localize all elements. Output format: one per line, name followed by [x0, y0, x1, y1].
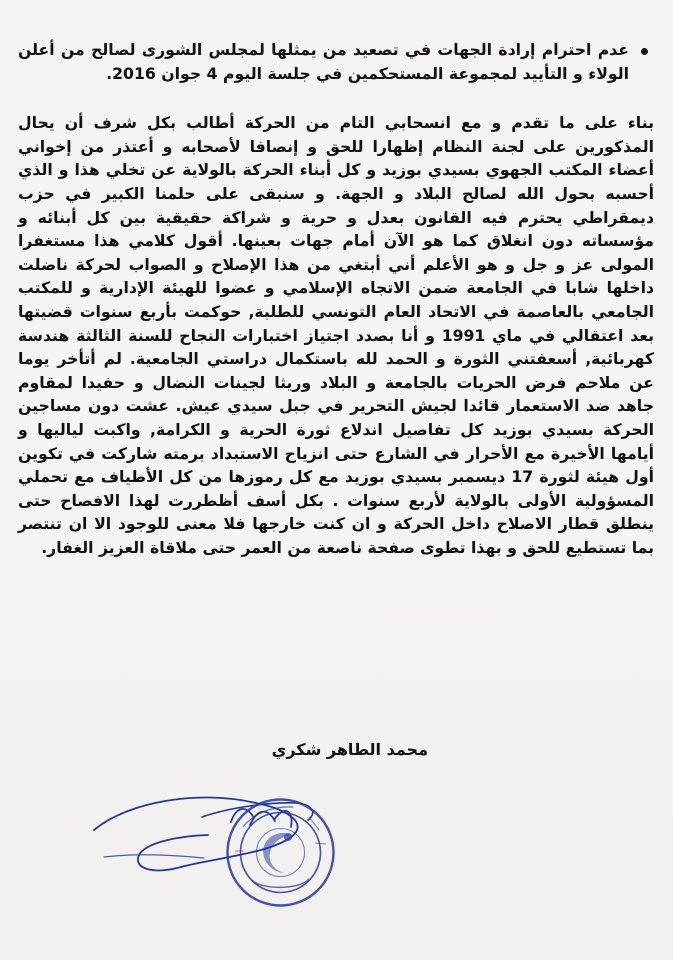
- bullet-paragraph: [18, 38, 654, 85]
- body-paragraph: بناء على ما تقدم و مع انسحابي التام من الحركة أطالب بكل شرف أن يحال المذكورين على لجنة النظام إظهارا للحق و إنصافا لأصحابه و أعتذر من إخواني أعضاء المكتب الجهوي بسيدي بوزيد و كل أبناء الحركة بالولاية عن تخلي هذا و الذي أحسبه بحول الله لصالح البلاد و الجهة. و سنبقى على حلمنا الكبير في حزب ديمقراطي يحترم فيه القانون بعدل و حرية و شراكة حقيقية بين كل أبنائه و مؤسساته دون انغلاق كما هو الآن أمام جهات بعينها. أقول كلامي هذا مستغفرا المولى عز و جل و هو الأعلم أني أبتغي من هذا الإصلاح و الصواب لحركة ناضلت داخلها شابا في الجامعة ضمن الاتجاه الإسلامي و عضوا للهيئة الإدارية و للمكتب الجامعي بالعاصمة في الاتحاد العام التونسي للطلبة, حوكمت بأربع سنوات قضيتها بعد اعتقالي في ماي 1991 و أنا بصدد اجتياز اختبارات النجاح للسنة الثالثة هندسة كهربائية, أسعفتني الثورة و الحمد لله باستكمال دراستي الجامعية. لم أتأخر يوما عن ملاحم فرض الحريات بالجامعة و البلاد وريثا لجينات النضال و حفيدا لمقاوم جاهد ضد الاستعمار قائدا لجيش التحرير في جبل سيدي عيش. عشت دون مساجين الحركة بسيدي بوزيد كل تفاصيل اندلاع ثورة الحرية و الكرامة, واكبت لياليها و أيامها الأخيرة مع الأحرار في الشارع حتى انزياح الاستبداد برمته شاركت في تكوين أول هيئة لثورة 17 ديسمبر بسيدي بوزيد مع كل رموزها من كل الأطياف مع تحملي المسؤولية الأولى بالولاية لأربع سنوات . بكل أسف أظطررت لهذا الافصاح حتى ينطلق قطار الاصلاح داخل الحركة و ان كنت خارجها فلا معنى للوجود الا ان تنتصر بما تستطيع للحق و بهذا تطوى صفحة ناصعة من العمر حتى ملاقاة العزيز الغفار.: [18, 113, 654, 557]
- signatory-name: محمد الطاهر شكري: [271, 740, 428, 759]
- bullet-icon: [641, 48, 648, 55]
- stamp-seal: [223, 795, 338, 910]
- letter-content: [18, 38, 654, 559]
- bullet-text: عدم احترام إرادة الجهات في تصعيد من يمثلها لمجلس الشورى لصالح من أعلن الولاء و التأييد لمجموعة المستحكمين في جلسة اليوم 4 جوان 2016.: [18, 40, 629, 83]
